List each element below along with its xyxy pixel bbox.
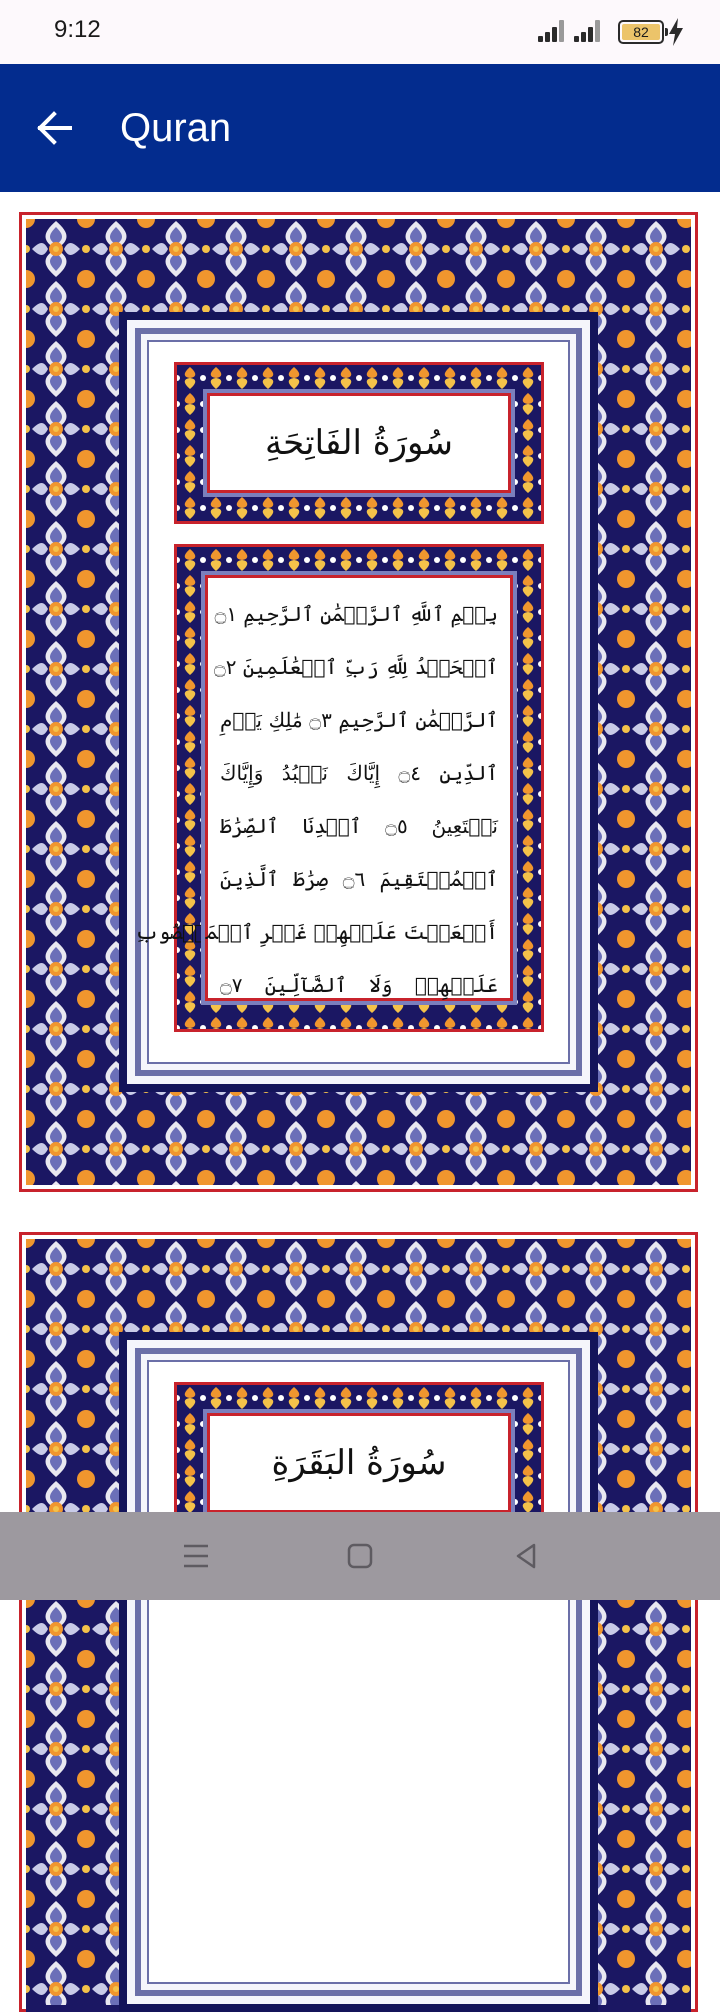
navigation-bar	[0, 1512, 720, 1600]
system-back-button[interactable]	[508, 1538, 544, 1574]
recent-apps-button[interactable]	[178, 1538, 214, 1574]
status-bar	[0, 0, 720, 64]
verse-line: عَلَيۡهِمۡ وَلَا ٱلضَّآلِّينَ ۝٧	[220, 973, 498, 997]
surah-title-panel	[207, 1413, 511, 1513]
app-bar	[0, 64, 720, 192]
menu-icon	[178, 1538, 214, 1574]
status-time: 9:12	[54, 16, 101, 43]
arrow-left-icon	[30, 94, 82, 162]
surah-title: سُورَةُ البَقَرَةِ	[271, 1443, 447, 1483]
verse-line: نَسۡتَعِينُ ۝٥ ٱهۡدِنَا ٱلصِّرَٰطَ	[220, 814, 499, 838]
battery-icon	[618, 20, 664, 44]
verse-line: ٱلرَّحۡمَٰنِ ٱلرَّحِيمِ ۝٣ مَٰلِكِ يَوۡمِ	[220, 708, 499, 732]
verse-line: ٱلۡحَمۡدُ لِلَّهِ رَبِّ ٱلۡعَٰلَمِينَ ۝٢	[214, 655, 498, 679]
surah-title: سُورَةُ الفَاتِحَةِ	[264, 423, 454, 463]
page-title: Quran	[120, 106, 232, 150]
home-button[interactable]	[342, 1538, 378, 1574]
back-button[interactable]	[30, 94, 82, 162]
verse-line: ٱلۡمُسۡتَقِيمَ ۝٦ صِرَٰطَ ٱلَّذِينَ	[220, 867, 498, 891]
verse-panel	[135, 575, 513, 1001]
charging-icon	[668, 18, 684, 46]
verse-line: ٱلدِّينِ ۝٤ إِيَّاكَ نَعۡبُدُ وَإِيَّاكَ	[220, 761, 498, 785]
verse-line: أَنۡعَمۡتَ عَلَيۡهِمۡ غَيۡرِ ٱلۡمَغۡضُوبِ	[135, 920, 498, 944]
battery-level: 82	[622, 24, 660, 40]
home-square-icon	[342, 1538, 378, 1574]
surah-title-panel	[207, 393, 511, 493]
verse-box	[135, 544, 544, 1032]
verse-line: بِسۡمِ ٱللَّهِ ٱلرَّحۡمَٰنِ ٱلرَّحِيمِ ۝١	[214, 602, 498, 626]
back-triangle-icon	[508, 1538, 544, 1574]
mushaf-page[interactable]	[19, 212, 698, 1192]
signal-icon	[574, 20, 602, 42]
signal-icon	[538, 20, 566, 42]
surah-title-box	[174, 362, 544, 524]
